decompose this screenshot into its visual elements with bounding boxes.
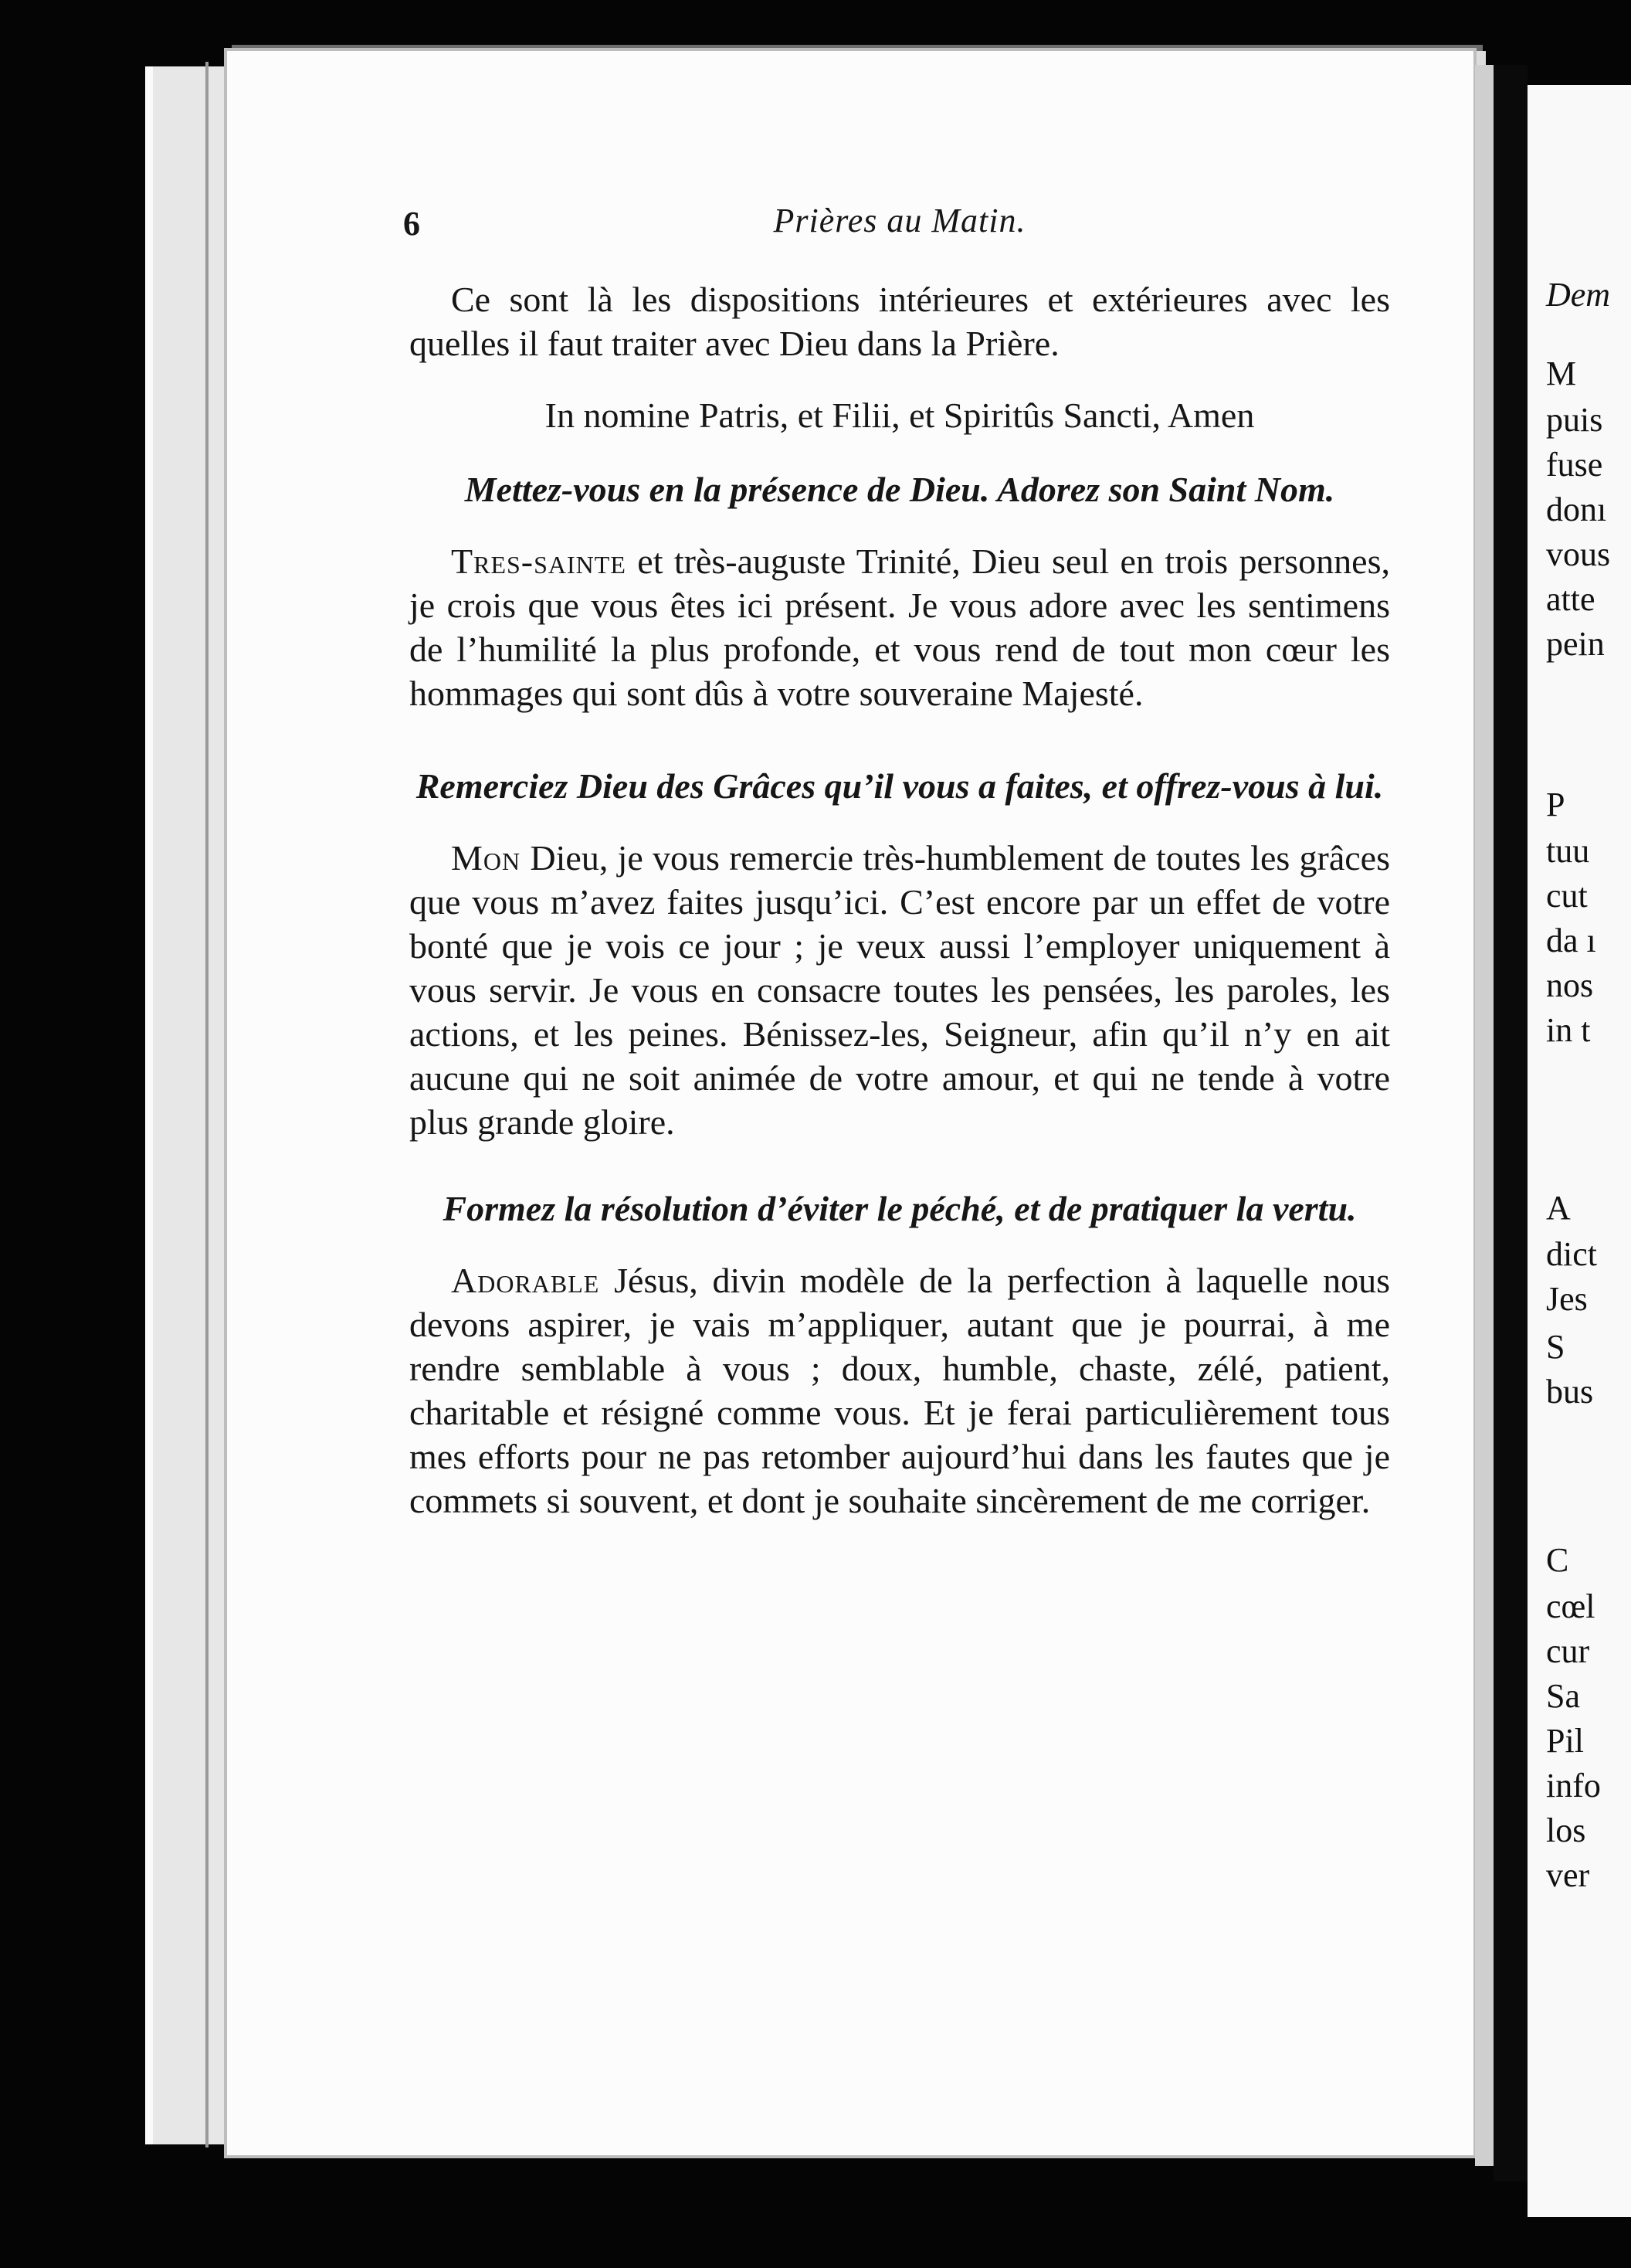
facing-line: A	[1546, 1189, 1571, 1227]
paragraph-resolution	[409, 1258, 1390, 1523]
facing-line: cut	[1546, 877, 1588, 915]
invocation: In nomine Patris, et Filii, et Spiritûs Sancti, Amen	[544, 396, 1255, 435]
heading-resolution: Formez la résolution d’éviter le péché, et de pratiquer la vertu.	[443, 1189, 1357, 1228]
book-page	[227, 51, 1473, 2155]
facing-line: Pil	[1546, 1722, 1584, 1760]
facing-line: P	[1546, 786, 1565, 823]
facing-line: los	[1546, 1811, 1586, 1849]
intro-paragraph: Ce sont là les dispositions intérieures et extérieures avec les quelles il faut traiter avec Dieu dans la Prière.	[409, 280, 1390, 363]
facing-line: M	[1546, 355, 1577, 392]
page-stack-edge	[145, 66, 234, 2144]
facing-page	[1528, 85, 1631, 2217]
facing-line: S	[1546, 1328, 1565, 1366]
facing-line: da ı	[1546, 922, 1596, 959]
page-stack-line	[205, 62, 209, 2147]
paragraph-text: Dieu, je vous remercie très-humblement de toutes les grâces que vous m’avez faites jusqu’ici. C’est encore par un effet de votre bonté que je vois ce jour ; je veux aussi l’employer uniquement à vous servir. Je vous en consacre toutes les pensées, les paroles, les actions, et les peines. Bénissez-les, Seigneur, afin qu’il n’y en ait aucune qui ne soit animée de votre amour, et qui ne tende à votre plus grande gloire.	[409, 838, 1390, 1142]
facing-line: cur	[1546, 1632, 1590, 1670]
lead-word: Mon	[451, 838, 521, 878]
paragraph-trinity	[409, 539, 1390, 715]
facing-line: in t	[1546, 1011, 1591, 1049]
facing-line: Sa	[1546, 1677, 1580, 1715]
lead-word: Tres-sainte	[451, 542, 626, 581]
page-right-shadow	[1475, 65, 1494, 2166]
facing-line: vous	[1546, 535, 1611, 573]
facing-line: Dem	[1546, 276, 1611, 314]
lead-word: Adorable	[451, 1261, 600, 1300]
facing-line: bus	[1546, 1373, 1594, 1411]
facing-line: ver	[1546, 1856, 1590, 1894]
facing-line: info	[1546, 1767, 1601, 1805]
paragraph-thanks	[409, 836, 1390, 1144]
facing-line: tuu	[1546, 832, 1590, 870]
heading-thanks: Remerciez Dieu des Grâces qu’il vous a faites, et offrez-vous à lui.	[415, 766, 1384, 806]
facing-line: cœl	[1546, 1587, 1595, 1625]
facing-line: dict	[1546, 1235, 1597, 1273]
page-number: 6	[403, 205, 420, 243]
facing-line: C	[1546, 1541, 1569, 1579]
facing-line: pein	[1546, 625, 1605, 663]
page-content	[403, 202, 1390, 1523]
facing-line: nos	[1546, 966, 1594, 1004]
page-header	[403, 202, 1390, 248]
paragraph-text: Jésus, divin modèle de la perfection à laquelle nous devons aspirer, je vais m’appliquer, autant que je pourrai, à me rendre semblable à vous ; doux, humble, chaste, zélé, patient, charitable et résigné comme vous. Et je ferai particulièrement tous mes efforts pour ne pas retomber aujourd’hui dans les fautes que je commets si souvent, et dont je souhaite sincèrement de me corriger.	[409, 1261, 1390, 1520]
facing-line: atte	[1546, 580, 1595, 618]
book-gutter	[1494, 65, 1528, 2181]
running-title: Prières au Matin.	[773, 202, 1026, 239]
heading-presence: Mettez-vous en la présence de Dieu. Adorez son Saint Nom.	[464, 470, 1335, 509]
facing-line: Jes	[1546, 1280, 1588, 1318]
paragraph-text: et très-auguste Trinité, Dieu seul en trois personnes, je crois que vous êtes ici présent. Je vous adore avec les sentimens de l’humilité la plus profonde, et vous rend de tout mon cœur les hommages qui sont dûs à votre souveraine Majesté.	[409, 542, 1390, 713]
facing-line: donı	[1546, 491, 1607, 528]
facing-line: puis	[1546, 401, 1603, 439]
facing-line: fuse	[1546, 446, 1603, 484]
